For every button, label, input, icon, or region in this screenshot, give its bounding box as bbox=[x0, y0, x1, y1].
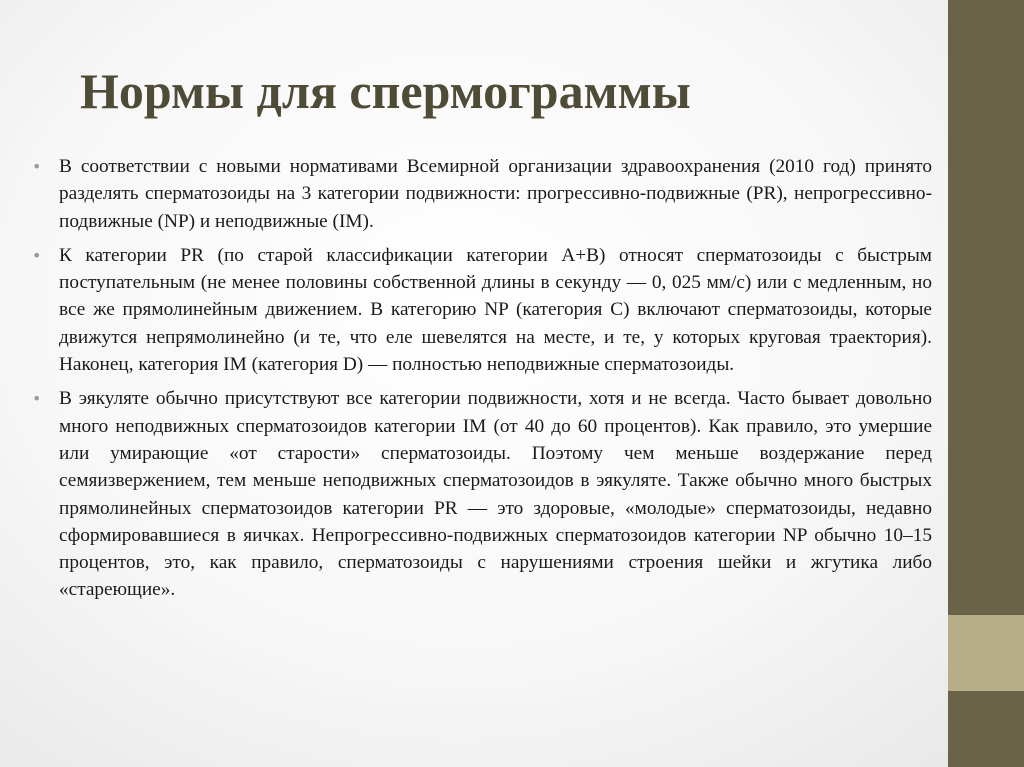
bullet-item bbox=[32, 153, 932, 235]
bullet-text: В соответствии с новыми нормативами Всемирной организации здравоохранения (2010 год) принято разделять сперматозоиды на 3 категории подвижности: прогрессивно-подвижные (PR), непрогрессивно-подвижные (NP) и неподвижные (IM). bbox=[59, 156, 932, 232]
bullet-text: К категории PR (по старой классификации категории A+B) относят сперматозоиды с быстрым поступательным (не менее половины собственной длины в секунду — 0, 025 мм/с) или с медленным, но все же прямолинейным движением. В категорию NP (категория C) включают сперматозоиды, которые движутся непрямолинейно (и те, что еле шевелятся на месте, и те, у которых круговая траектория). Наконец, категория IM (категория D) — полностью неподвижные сперматозоиды. bbox=[59, 244, 932, 376]
bullet-item bbox=[32, 242, 932, 378]
bullet-icon: • bbox=[32, 389, 42, 409]
bullet-list bbox=[32, 153, 932, 611]
bullet-item bbox=[32, 385, 932, 603]
decorative-sidebar-accent bbox=[948, 615, 1024, 691]
slide-title: Нормы для спермограммы bbox=[80, 63, 691, 119]
bullet-text: В эякуляте обычно присутствуют все категории подвижности, хотя и не всегда. Часто бывает довольно много неподвижных сперматозоидов категории IM (от 40 до 60 процентов). Как правило, это умершие или умирающие «от старости» сперматозоиды. Поэтому чем меньше воздержание перед семяизвержением, тем меньше неподвижных сперматозоидов в эякуляте. Также обычно много быстрых прямолинейных сперматозоидов категории PR — это здоровые, «молодые» сперматозоиды, недавно сформировавшиеся в яичках. Непрогрессивно-подвижных сперматозоидов категории NP обычно 10–15 процентов, это, как правило, сперматозоиды с нарушениями строения шейки и жгутика либо «стареющие». bbox=[59, 388, 932, 601]
bullet-icon: • bbox=[32, 157, 42, 176]
bullet-icon: • bbox=[32, 245, 42, 265]
